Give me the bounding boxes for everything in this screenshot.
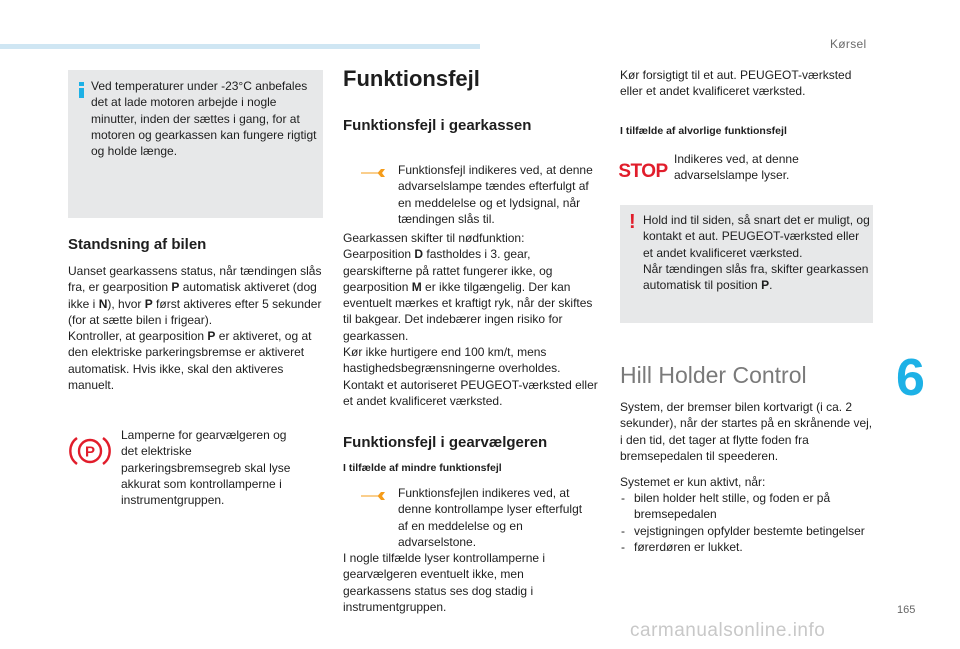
stop-text: Indikeres ved, at denne advarselslampe lyser.	[674, 152, 799, 183]
contact-workshop-text: Kontakt et autoriseret PEUGEOT-værksted eller et andet kvalificeret værksted.	[343, 377, 598, 408]
standsning-paragraph-2: Kontroller, at gearposition P er aktiveret, og at den elektriske parkeringsbremse er aktiveret automatisk. Hvis ikke, skal den aktiveres manuelt.	[68, 329, 312, 393]
parking-brake-icon	[71, 434, 109, 468]
warning-paragraph-1: Hold ind til siden, så snart det er muligt, og kontakt et aut. PEUGEOT-værksted eller et andet kvalificeret værksted.	[643, 213, 870, 260]
minor-body-text: I nogle tilfælde lyser kontrollamperne i gearvælgeren eventuelt ikke, men gearkassens status ses dog stadig i instrumentgruppen.	[343, 551, 546, 614]
svg-text:P: P	[84, 443, 96, 461]
stop-icon	[618, 158, 668, 182]
gearvaelger-heading: Funktionsfejl i gearvælgeren	[343, 434, 548, 451]
list-item: - førerdøren er lukket.	[620, 539, 878, 555]
hill-holder-heading: Hill Holder Control	[620, 362, 807, 388]
page-number: 165	[897, 604, 916, 616]
svg-text:STOP: STOP	[618, 161, 668, 182]
standsning-paragraph-1: Uanset gearkassens status, når tændingen slås fra, er gearposition P automatisk aktiveret (dog ikke i N), hvor P først aktiveres efter 5 sekunder (for at sætte bilen i frigear).	[68, 264, 322, 327]
drive-carefully-text: Kør forsigtigt til et aut. PEUGEOT-værksted eller et andet kvalificeret værksted.	[620, 68, 852, 99]
serious-fault-subheading: I tilfælde af alvorlige funktionsfejl	[620, 125, 787, 137]
wrench-icon	[361, 489, 385, 503]
standsning-body	[68, 263, 326, 393]
info-text: Ved temperaturer under -23°C anbefales det at lade motoren arbejde i nogle minutter, inden der sættes i gang, for at motoren og gearkassen kan fungere rigtigt og holde længe.	[91, 79, 317, 159]
info-icon	[79, 82, 84, 98]
hill-holder-description: System, der bremser bilen kortvarigt (i ca. 2 sekunder), når der startes på en skrånende vej, i den tid, det tager at flytte foden fra bremsepedalen til speederen.	[620, 400, 873, 463]
funktionsfejl-heading: Funktionsfejl	[343, 66, 480, 91]
hill-holder-conditions-list	[620, 490, 878, 555]
gearposition-text: Gearposition D fastholdes i 3. gear, gearskifterne på rattet fungerer ikke, og gearposition M er ikke tilgængelig. Der kan eventuelt mærkes et kraftigt ryk, når der skiftes til bakgear. Det indebærer ingen risiko for gearkassen.	[343, 247, 593, 343]
standsning-heading: Standsning af bilen	[68, 236, 207, 253]
section-title: Kørsel	[830, 37, 867, 51]
minor-lamp-text: Funktionsfejlen indikeres ved, at denne kontrollampe lyser efterfulgt af en meddelelse og en advarselstone.	[398, 486, 583, 549]
hill-holder-conditions-intro: Systemet er kun aktivt, når:	[620, 475, 766, 489]
exclamation-icon: !	[629, 211, 636, 233]
warning-paragraph-2: Når tændingen slås fra, skifter gearkassen automatisk til position P.	[643, 261, 869, 293]
nodfunktion-text: Gearkassen skifter til nødfunktion:	[343, 231, 525, 245]
gearkasse-body	[343, 230, 601, 409]
gearkasse-heading: Funktionsfejl i gearkassen	[343, 117, 532, 134]
gearkasse-lamp-text: Funktionsfejl indikeres ved, at denne advarselslampe tændes efterfulgt af en meddelelse og et lydsignal, når tændingen slås til.	[398, 163, 593, 226]
wrench-icon	[361, 166, 385, 180]
lamp-text: Lamperne for gearvælgeren og det elektriske parkeringsbremsegreb skal lyse akkurat som kontrollamperne i instrumentgruppen.	[121, 428, 291, 508]
list-item: - vejstigningen opfylder bestemte betingelser	[620, 523, 878, 539]
watermark: carmanualsonline.info	[630, 620, 826, 641]
speed-limit-text: Kør ikke hurtigere end 100 km/t, mens hastighedsbegrænsningerne overholdes.	[343, 345, 561, 376]
chapter-tab: 6	[896, 349, 925, 407]
minor-fault-subheading: I tilfælde af mindre funktionsfejl	[343, 462, 502, 474]
list-item: - bilen holder helt stille, og foden er på bremsepedalen	[620, 490, 878, 523]
warning-text	[643, 212, 871, 293]
header-accent-bar	[0, 44, 480, 49]
